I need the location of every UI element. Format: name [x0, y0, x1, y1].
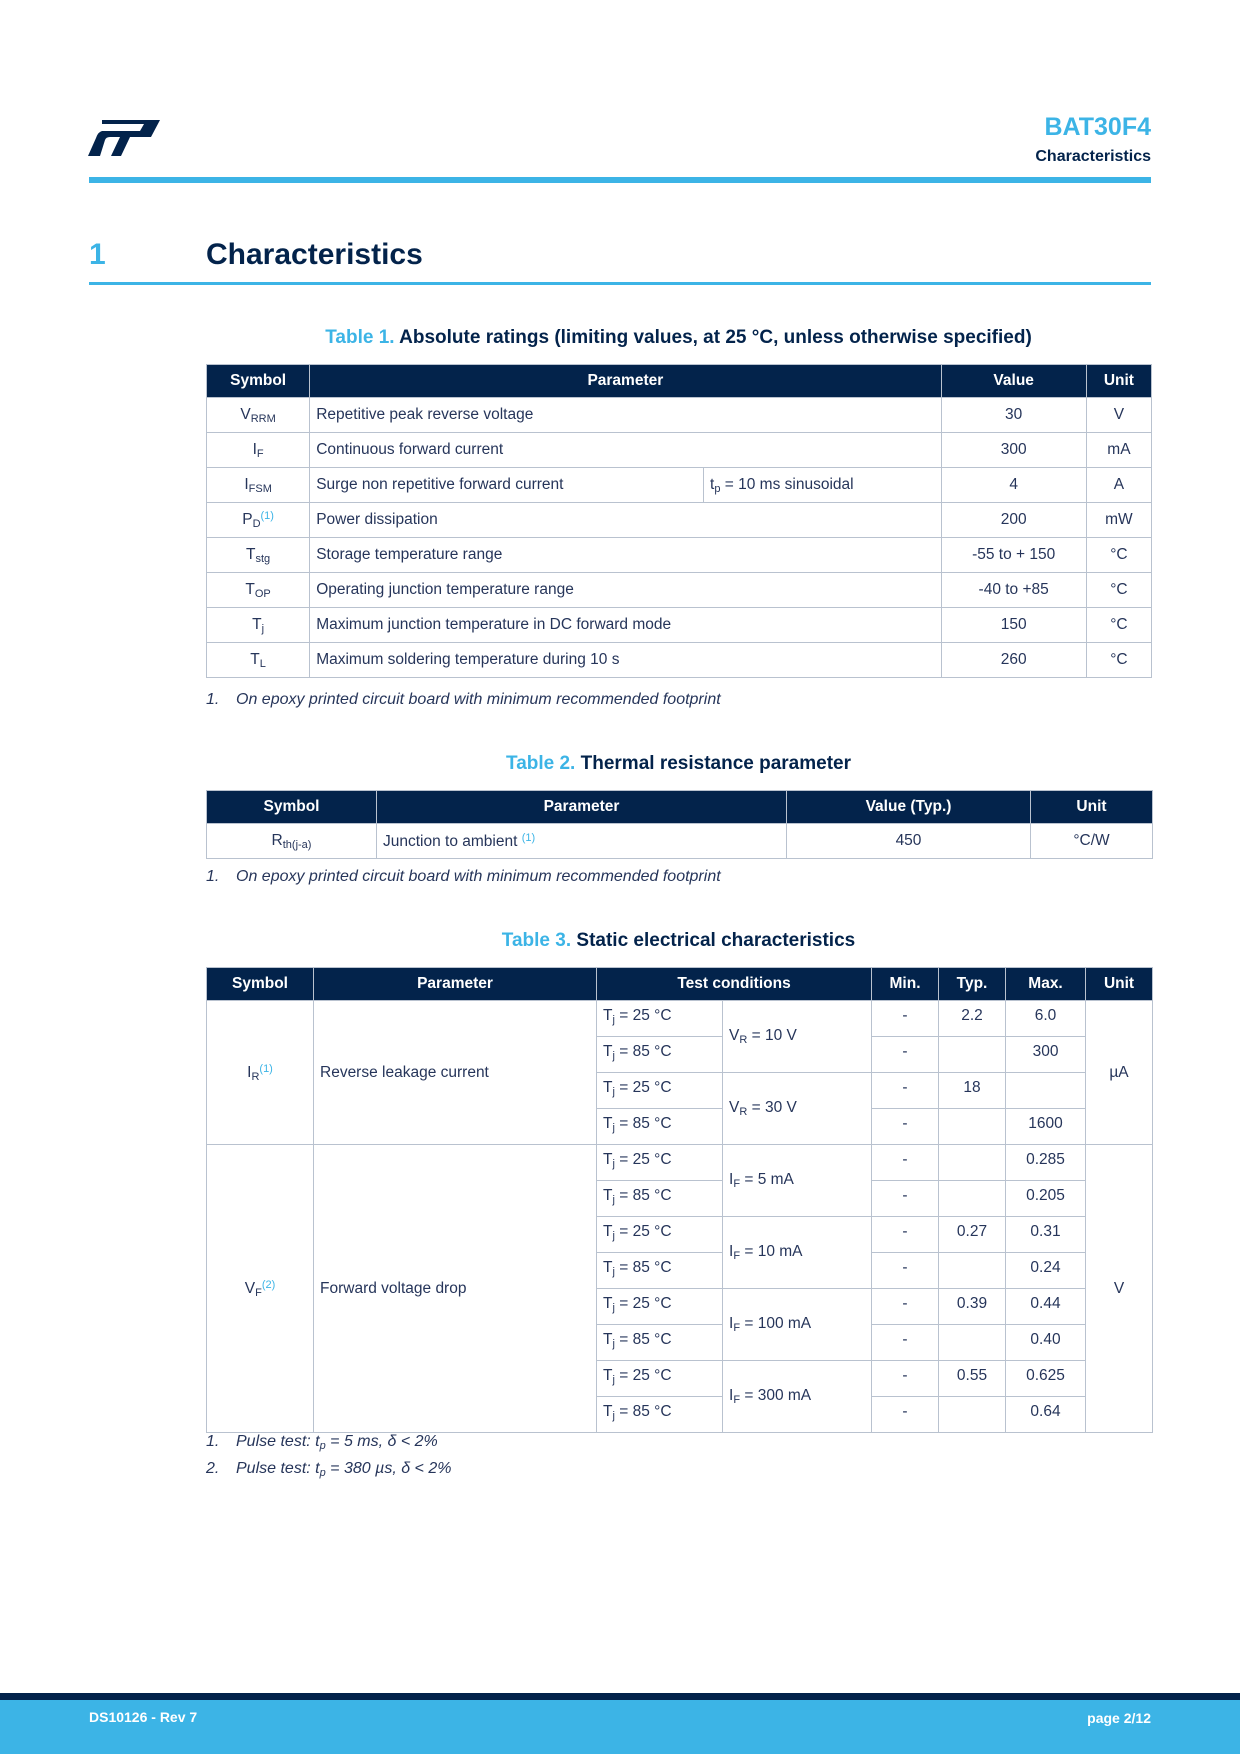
typ-cell: 0.55 [939, 1361, 1006, 1397]
table1-title: Absolute ratings (limiting values, at 25 °C, unless otherwise specified) [399, 327, 1032, 348]
table2-footnote: 1. On epoxy printed circuit board with minimum recommended footprint [206, 868, 721, 885]
symbol-cell: $I_R^{(1)}$ [207, 1001, 314, 1145]
header-section-name: Characteristics [1035, 148, 1151, 165]
parameter-cell: Maximum soldering temperature during 10 s [310, 643, 941, 678]
header-min: Min. [872, 968, 939, 1001]
typ-cell [939, 1325, 1006, 1361]
test-condition: $I_F = 5$ mA [723, 1145, 872, 1217]
parameter-cell: Repetitive peak reverse voltage [310, 398, 941, 433]
value-cell: -55 to + 150 [941, 538, 1086, 573]
header-symbol: Symbol [207, 791, 377, 824]
header-unit: Unit [1086, 365, 1151, 398]
table-row [207, 824, 1153, 859]
max-cell [1006, 1073, 1086, 1109]
table3-footnote-2: 2. Pulse test: $t_p = 380$ µs, δ < 2% [206, 1460, 452, 1479]
section-number: 1 [89, 238, 106, 271]
temperature-condition: $T_j = 85$ °C [597, 1397, 723, 1433]
header-parameter: Parameter [377, 791, 787, 824]
test-condition: $V_R = 30$ V [723, 1073, 872, 1145]
symbol-cell: $I_{FSM}$ [207, 468, 310, 503]
value-cell: 260 [941, 643, 1086, 678]
table-row [207, 468, 1152, 503]
min-cell: - [872, 1145, 939, 1181]
typ-cell: 0.39 [939, 1289, 1006, 1325]
table1-caption [206, 327, 1151, 349]
test-condition: $I_F = 10$ mA [723, 1217, 872, 1289]
temperature-condition: $T_j = 85$ °C [597, 1253, 723, 1289]
table-row [207, 608, 1152, 643]
table2-number: Table 2. [506, 753, 576, 774]
value-cell: 4 [941, 468, 1086, 503]
table-row [207, 1001, 1153, 1037]
value-cell: 300 [941, 433, 1086, 468]
header-parameter: Parameter [310, 365, 941, 398]
footer-page-number: page 2/12 [1087, 1710, 1151, 1726]
table-header-row [207, 968, 1153, 1001]
symbol-cell: $T_{OP}$ [207, 573, 310, 608]
min-cell: - [872, 1109, 939, 1145]
unit-cell: mW [1086, 503, 1151, 538]
unit-cell: mA [1086, 433, 1151, 468]
symbol-cell: $T_j$ [207, 608, 310, 643]
unit-cell: µA [1086, 1001, 1153, 1145]
min-cell: - [872, 1397, 939, 1433]
typ-cell: 2.2 [939, 1001, 1006, 1037]
document-title: BAT30F4 [1044, 113, 1151, 141]
min-cell: - [872, 1037, 939, 1073]
parameter-cell: Surge non repetitive forward current [310, 468, 704, 503]
table3-footnote-1: 1. Pulse test: $t_p = 5$ ms, δ < 2% [206, 1433, 438, 1452]
header-value: Value (Typ.) [787, 791, 1031, 824]
typ-cell [939, 1145, 1006, 1181]
max-cell: 300 [1006, 1037, 1086, 1073]
temperature-condition: $T_j = 85$ °C [597, 1325, 723, 1361]
table1-number: Table 1. [325, 327, 395, 348]
temperature-condition: $T_j = 25$ °C [597, 1289, 723, 1325]
static-electrical-table [206, 967, 1153, 1433]
max-cell: 1600 [1006, 1109, 1086, 1145]
parameter-cell: Reverse leakage current [314, 1001, 597, 1145]
footer-doc-id: DS10126 - Rev 7 [89, 1709, 198, 1725]
header-symbol: Symbol [207, 365, 310, 398]
temperature-condition: $T_j = 25$ °C [597, 1217, 723, 1253]
table-row [207, 573, 1152, 608]
typ-cell [939, 1397, 1006, 1433]
value-cell: 200 [941, 503, 1086, 538]
temperature-condition: $T_j = 25$ °C [597, 1361, 723, 1397]
typ-cell [939, 1181, 1006, 1217]
footnote-ref: (1) [260, 510, 274, 522]
symbol-cell: $T_{stg}$ [207, 538, 310, 573]
temperature-condition: $T_j = 25$ °C [597, 1073, 723, 1109]
unit-cell: A [1086, 468, 1151, 503]
header-rule [89, 177, 1151, 183]
typ-cell: 0.27 [939, 1217, 1006, 1253]
footnote-ref: (1) [521, 831, 536, 844]
max-cell: 0.44 [1006, 1289, 1086, 1325]
max-cell: 0.205 [1006, 1181, 1086, 1217]
min-cell: - [872, 1289, 939, 1325]
parameter-cell: Maximum junction temperature in DC forward mode [310, 608, 941, 643]
thermal-resistance-table [206, 790, 1153, 859]
unit-cell: °C [1086, 538, 1151, 573]
header-value: Value [941, 365, 1086, 398]
table1-footnote: 1. On epoxy printed circuit board with minimum recommended footprint [206, 691, 721, 708]
temperature-condition: $T_j = 25$ °C [597, 1145, 723, 1181]
max-cell: 0.40 [1006, 1325, 1086, 1361]
temperature-condition: $T_j = 25$ °C [597, 1001, 723, 1037]
parameter-cell: Operating junction temperature range [310, 573, 941, 608]
table2-caption [206, 753, 1151, 775]
temperature-condition: $T_j = 85$ °C [597, 1037, 723, 1073]
header-symbol: Symbol [207, 968, 314, 1001]
condition-cell: $t_p = 10$ ms sinusoidal [704, 468, 942, 503]
table-row [207, 538, 1152, 573]
absolute-ratings-table [206, 364, 1152, 678]
typ-cell [939, 1253, 1006, 1289]
value-cell: 30 [941, 398, 1086, 433]
unit-cell: °C [1086, 573, 1151, 608]
parameter-cell: Forward voltage drop [314, 1145, 597, 1433]
max-cell: 0.625 [1006, 1361, 1086, 1397]
table-row [207, 398, 1152, 433]
parameter-cell: Continuous forward current [310, 433, 941, 468]
footnote-ref: (1) [259, 1062, 273, 1075]
symbol-cell: $V_{RRM}$ [207, 398, 310, 433]
symbol-cell: $V_F^{(2)}$ [207, 1145, 314, 1433]
min-cell: - [872, 1361, 939, 1397]
min-cell: - [872, 1253, 939, 1289]
unit-cell: °C/W [1031, 824, 1153, 859]
footer-rule [0, 1693, 1240, 1700]
table-row [207, 433, 1152, 468]
section-title: Characteristics [206, 238, 423, 271]
table-row [207, 643, 1152, 678]
table-row [207, 503, 1152, 538]
typ-cell: 18 [939, 1073, 1006, 1109]
table3-caption [206, 930, 1151, 952]
test-condition: $I_F = 300$ mA [723, 1361, 872, 1433]
min-cell: - [872, 1181, 939, 1217]
header-unit: Unit [1031, 791, 1153, 824]
parameter-cell: Junction to ambient $^{(1)}$ [377, 824, 787, 859]
header-unit: Unit [1086, 968, 1153, 1001]
symbol-cell: $P_D^{(1)}$ [207, 503, 310, 538]
value-cell: 450 [787, 824, 1031, 859]
footnote-ref: (2) [261, 1278, 276, 1291]
symbol-cell: $T_L$ [207, 643, 310, 678]
symbol-cell: $R_{th(j-a)}$ [207, 824, 377, 859]
value-cell: -40 to +85 [941, 573, 1086, 608]
header-test-conditions: Test conditions [597, 968, 872, 1001]
table-header-row [207, 365, 1152, 398]
unit-cell: °C [1086, 643, 1151, 678]
table-row [207, 1145, 1153, 1181]
max-cell: 0.64 [1006, 1397, 1086, 1433]
header-parameter: Parameter [314, 968, 597, 1001]
min-cell: - [872, 1217, 939, 1253]
header-typ: Typ. [939, 968, 1006, 1001]
max-cell: 0.31 [1006, 1217, 1086, 1253]
typ-cell [939, 1109, 1006, 1145]
parameter-cell: Storage temperature range [310, 538, 941, 573]
typ-cell [939, 1037, 1006, 1073]
max-cell: 0.24 [1006, 1253, 1086, 1289]
temperature-condition: $T_j = 85$ °C [597, 1181, 723, 1217]
table2-title: Thermal resistance parameter [580, 753, 851, 774]
unit-cell: V [1086, 1145, 1153, 1433]
table-header-row [207, 791, 1153, 824]
symbol-cell: $I_F$ [207, 433, 310, 468]
parameter-cell: Power dissipation [310, 503, 941, 538]
test-condition: $I_F = 100$ mA [723, 1289, 872, 1361]
unit-cell: V [1086, 398, 1151, 433]
min-cell: - [872, 1325, 939, 1361]
table3-number: Table 3. [501, 930, 572, 951]
header-max: Max. [1006, 968, 1086, 1001]
min-cell: - [872, 1073, 939, 1109]
min-cell: - [872, 1001, 939, 1037]
unit-cell: °C [1086, 608, 1151, 643]
table3-title: Static electrical characteristics [576, 930, 856, 951]
st-logo [88, 118, 160, 158]
max-cell: 0.285 [1006, 1145, 1086, 1181]
temperature-condition: $T_j = 85$ °C [597, 1109, 723, 1145]
test-condition: $V_R = 10$ V [723, 1001, 872, 1073]
section-rule [89, 282, 1151, 285]
max-cell: 6.0 [1006, 1001, 1086, 1037]
value-cell: 150 [941, 608, 1086, 643]
